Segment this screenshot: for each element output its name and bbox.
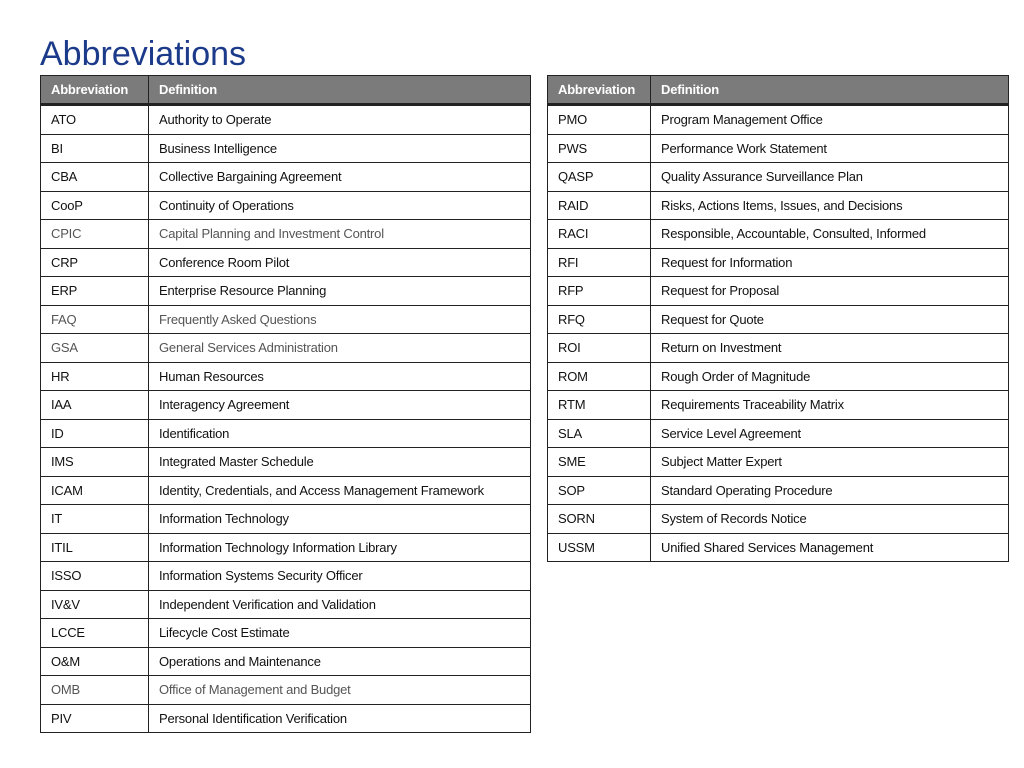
- column-header-abbreviation: Abbreviation: [41, 76, 149, 105]
- definition-cell: Authority to Operate: [149, 105, 531, 135]
- definition-cell: Office of Management and Budget: [149, 676, 531, 705]
- abbreviation-cell: PMO: [548, 105, 651, 135]
- definition-cell: Return on Investment: [651, 334, 1009, 363]
- abbreviation-cell: ROM: [548, 362, 651, 391]
- definition-cell: Independent Verification and Validation: [149, 590, 531, 619]
- abbreviation-cell: RAID: [548, 191, 651, 220]
- table-row: [41, 562, 531, 591]
- table-row: [41, 676, 531, 705]
- table-row: [548, 391, 1009, 420]
- table-row: [41, 476, 531, 505]
- table-row: [41, 619, 531, 648]
- abbreviation-cell: IV&V: [41, 590, 149, 619]
- abbreviation-cell: ROI: [548, 334, 651, 363]
- abbreviation-cell: RFP: [548, 277, 651, 306]
- column-header-definition: Definition: [651, 76, 1009, 105]
- abbreviation-cell: ATO: [41, 105, 149, 135]
- page-title: Abbreviations: [40, 35, 247, 73]
- definition-cell: Personal Identification Verification: [149, 704, 531, 733]
- abbreviation-cell: QASP: [548, 163, 651, 192]
- table-row: [41, 391, 531, 420]
- abbreviation-cell: ITIL: [41, 533, 149, 562]
- definition-cell: Identification: [149, 419, 531, 448]
- table-row: [41, 134, 531, 163]
- definition-cell: Operations and Maintenance: [149, 647, 531, 676]
- table-row: [41, 362, 531, 391]
- definition-cell: Risks, Actions Items, Issues, and Decisions: [651, 191, 1009, 220]
- definition-cell: Business Intelligence: [149, 134, 531, 163]
- table-header-row: [41, 76, 531, 105]
- definition-cell: Request for Quote: [651, 305, 1009, 334]
- definition-cell: Rough Order of Magnitude: [651, 362, 1009, 391]
- table-row: [41, 533, 531, 562]
- abbreviation-cell: ERP: [41, 277, 149, 306]
- definition-cell: Enterprise Resource Planning: [149, 277, 531, 306]
- abbreviation-cell: OMB: [41, 676, 149, 705]
- definition-cell: System of Records Notice: [651, 505, 1009, 534]
- abbreviation-cell: IT: [41, 505, 149, 534]
- definition-cell: Capital Planning and Investment Control: [149, 220, 531, 249]
- definition-cell: Integrated Master Schedule: [149, 448, 531, 477]
- abbreviation-cell: SME: [548, 448, 651, 477]
- table-row: [548, 134, 1009, 163]
- abbreviation-cell: O&M: [41, 647, 149, 676]
- table-row: [548, 419, 1009, 448]
- abbreviation-cell: ISSO: [41, 562, 149, 591]
- abbreviation-cell: RFI: [548, 248, 651, 277]
- definition-cell: General Services Administration: [149, 334, 531, 363]
- table-row: [548, 448, 1009, 477]
- table-header-row: [548, 76, 1009, 105]
- table-row: [548, 476, 1009, 505]
- table-row: [41, 419, 531, 448]
- definition-cell: Requirements Traceability Matrix: [651, 391, 1009, 420]
- table-row: [548, 334, 1009, 363]
- definition-cell: Performance Work Statement: [651, 134, 1009, 163]
- table-row: [548, 362, 1009, 391]
- definition-cell: Conference Room Pilot: [149, 248, 531, 277]
- table-row: [548, 105, 1009, 135]
- column-header-definition: Definition: [149, 76, 531, 105]
- abbreviations-table-left: [40, 75, 531, 733]
- table-row: [548, 248, 1009, 277]
- table-row: [548, 220, 1009, 249]
- table-row: [41, 590, 531, 619]
- abbreviation-cell: CRP: [41, 248, 149, 277]
- definition-cell: Information Technology Information Library: [149, 533, 531, 562]
- abbreviation-cell: FAQ: [41, 305, 149, 334]
- table-row: [41, 191, 531, 220]
- abbreviation-cell: ID: [41, 419, 149, 448]
- abbreviation-cell: CooP: [41, 191, 149, 220]
- definition-cell: Identity, Credentials, and Access Management Framework: [149, 476, 531, 505]
- abbreviation-cell: SLA: [548, 419, 651, 448]
- abbreviation-cell: CPIC: [41, 220, 149, 249]
- table-row: [41, 305, 531, 334]
- abbreviation-cell: RFQ: [548, 305, 651, 334]
- abbreviation-cell: ICAM: [41, 476, 149, 505]
- definition-cell: Continuity of Operations: [149, 191, 531, 220]
- abbreviation-cell: PIV: [41, 704, 149, 733]
- table-row: [548, 533, 1009, 562]
- definition-cell: Request for Information: [651, 248, 1009, 277]
- table-row: [41, 704, 531, 733]
- definition-cell: Program Management Office: [651, 105, 1009, 135]
- table-row: [548, 277, 1009, 306]
- definition-cell: Service Level Agreement: [651, 419, 1009, 448]
- table-row: [41, 277, 531, 306]
- definition-cell: Request for Proposal: [651, 277, 1009, 306]
- table-row: [41, 220, 531, 249]
- abbreviation-cell: RTM: [548, 391, 651, 420]
- abbreviation-cell: IAA: [41, 391, 149, 420]
- definition-cell: Human Resources: [149, 362, 531, 391]
- abbreviations-table-right: [547, 75, 1009, 562]
- table-row: [41, 105, 531, 135]
- abbreviation-cell: CBA: [41, 163, 149, 192]
- table-row: [41, 163, 531, 192]
- table-row: [41, 334, 531, 363]
- definition-cell: Information Systems Security Officer: [149, 562, 531, 591]
- definition-cell: Unified Shared Services Management: [651, 533, 1009, 562]
- column-header-abbreviation: Abbreviation: [548, 76, 651, 105]
- table-row: [41, 647, 531, 676]
- table-row: [41, 448, 531, 477]
- abbreviation-cell: RACI: [548, 220, 651, 249]
- table-row: [548, 191, 1009, 220]
- definition-cell: Frequently Asked Questions: [149, 305, 531, 334]
- abbreviation-cell: BI: [41, 134, 149, 163]
- abbreviation-cell: LCCE: [41, 619, 149, 648]
- table-row: [548, 505, 1009, 534]
- definition-cell: Lifecycle Cost Estimate: [149, 619, 531, 648]
- definition-cell: Information Technology: [149, 505, 531, 534]
- abbreviation-cell: SORN: [548, 505, 651, 534]
- table-row: [548, 163, 1009, 192]
- abbreviation-cell: HR: [41, 362, 149, 391]
- definition-cell: Responsible, Accountable, Consulted, Informed: [651, 220, 1009, 249]
- definition-cell: Quality Assurance Surveillance Plan: [651, 163, 1009, 192]
- definition-cell: Standard Operating Procedure: [651, 476, 1009, 505]
- definition-cell: Collective Bargaining Agreement: [149, 163, 531, 192]
- table-row: [548, 305, 1009, 334]
- abbreviation-cell: PWS: [548, 134, 651, 163]
- definition-cell: Interagency Agreement: [149, 391, 531, 420]
- abbreviation-cell: SOP: [548, 476, 651, 505]
- definition-cell: Subject Matter Expert: [651, 448, 1009, 477]
- abbreviation-cell: USSM: [548, 533, 651, 562]
- table-row: [41, 505, 531, 534]
- table-row: [41, 248, 531, 277]
- abbreviation-cell: GSA: [41, 334, 149, 363]
- abbreviation-cell: IMS: [41, 448, 149, 477]
